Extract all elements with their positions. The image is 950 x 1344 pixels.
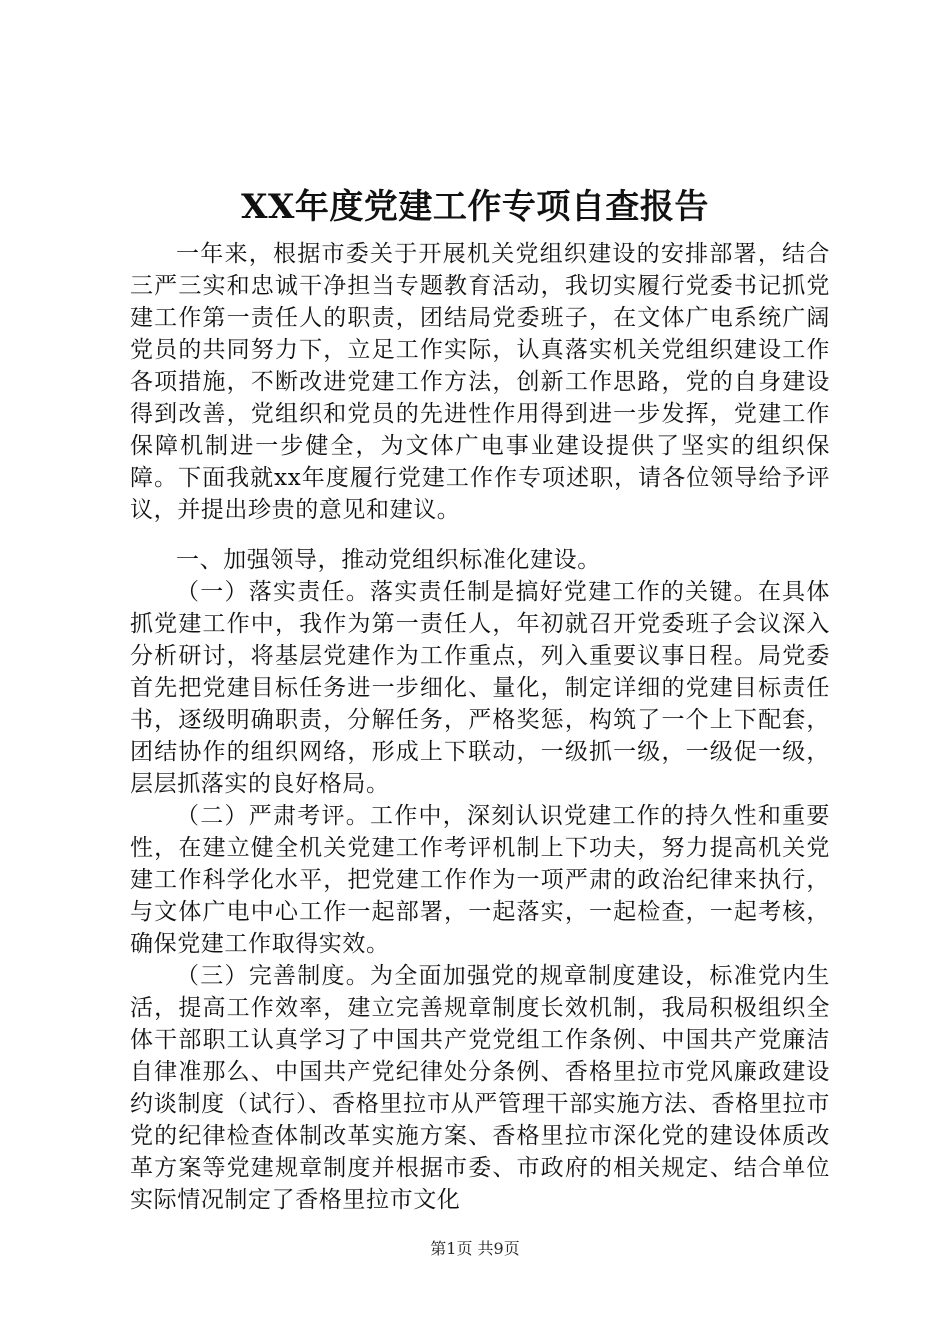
intro-paragraph: 一年来，根据市委关于开展机关党组织建设的安排部署，结合三严三实和忠诚干净担当专题教育活动，我切实履行党委书记抓党建工作第一责任人的职责，团结局党委班子，在文体广电系统广阔党员的共同努力下，立足工作实际，认真落实机关党组织建设工作各项措施，不断改进党建工作方法，创新工作思路，党的自身建设得到改善，党组织和党员的先进性作用得到进一步发挥，党建工作保障机制进一步健全，为文体广电事业建设提供了坚实的组织保障。下面我就xx年度履行党建工作作专项述职，请各位领导给予评议，并提出珍贵的意见和建议。 bbox=[130, 241, 830, 523]
item-paragraph-1: （一）落实责任。落实责任制是搞好党建工作的关键。在具体抓党建工作中，我作为第一责任人，年初就召开党委班子会议深入分析研讨，将基层党建作为工作重点，列入重要议事日程。局党委首先把党建目标任务进一步细化、量化，制定详细的党建目标责任书，逐级明确职责，分解任务，严格奖惩，构筑了一个上下配套，团结协作的组织网络，形成上下联动，一级抓一级，一级促一级，层层抓落实的良好格局。 bbox=[130, 579, 830, 797]
page-footer: 第1页 共9页 bbox=[430, 1239, 520, 1258]
document-body bbox=[130, 238, 830, 1216]
item-paragraph-2: （二）严肃考评。工作中，深刻认识党建工作的持久性和重要性，在建立健全机关党建工作考评机制上下功夫，努力提高机关党建工作科学化水平，把党建工作作为一项严肃的政治纪律来执行，与文体广电中心工作一起部署，一起落实，一起检查，一起考核，确保党建工作取得实效。 bbox=[130, 803, 830, 957]
document-title: XX年度党建工作专项自查报告 bbox=[241, 187, 709, 227]
section-heading: 一、加强领导，推动党组织标准化建设。 bbox=[176, 547, 601, 573]
item-paragraph-3: （三）完善制度。为全面加强党的规章制度建设，标准党内生活，提高工作效率，建立完善规章制度长效机制，我局积极组织全体干部职工认真学习了中国共产党党组工作条例、中国共产党廉洁自律准那么、中国共产党纪律处分条例、香格里拉市党风廉政建设约谈制度（试行）、香格里拉市从严管理干部实施方法、香格里拉市党的纪律检查体制改革实施方案、香格里拉市深化党的建设体质改革方案等党建规章制度并根据市委、市政府的相关规定、结合单位实际情况制定了香格里拉市文化 bbox=[130, 963, 830, 1213]
paragraph-spacer bbox=[130, 526, 830, 544]
